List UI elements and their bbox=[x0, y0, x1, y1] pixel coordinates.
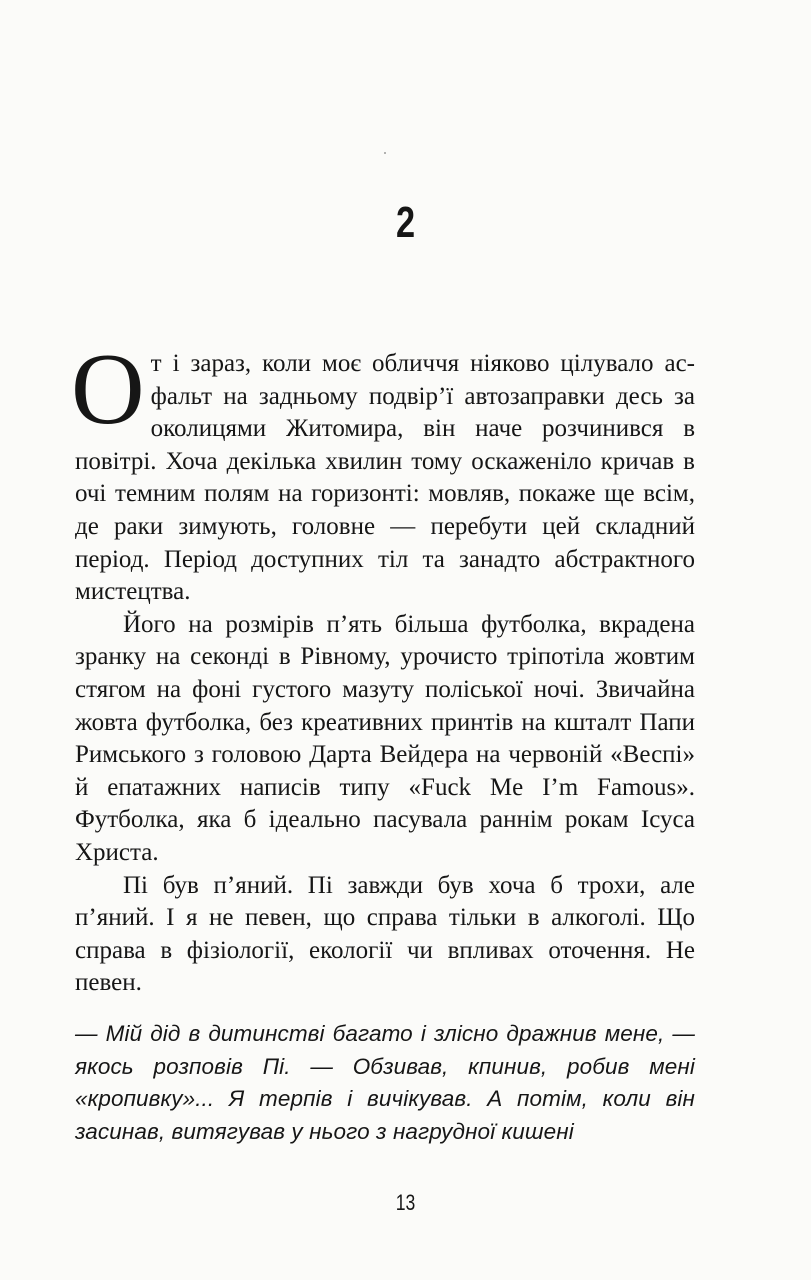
dialogue-paragraph: — Мій дід в дитинстві багато і злісно дражнив мене, — якось розповів Пі. — Обзивав, кпинив, робив мені «кропивку»... Я терпів і вичікував. А потім, коли він засинав, витягував у нього з нагрудної кишені bbox=[75, 1021, 695, 1144]
chapter-body bbox=[71, 333, 695, 1000]
paragraph-drunk: Пі був п’яний. Пі завжди був хоча б трохи, але п’яний. І я не певен, що справа тільки в алкоголі. Що справа в фізіології, екології чи впливах оточення. Не певен. bbox=[75, 871, 695, 997]
page-number: 13 bbox=[395, 1190, 416, 1215]
paragraph-opening bbox=[71, 333, 695, 609]
paragraph-tshirt: Його на розмірів п’ять більша футболка, вкрадена зранку на секонді в Рівному, урочисто тріпотіла жовтим стягом на фоні густого мазуту поліської ночі. Звичайна жовта футболка, без креативних принтів на кшталт Папи Римського з головою Дарта Вейдера на червоній «Веспі» й епатажних написів типу «Fuck Me I’m Famous». Футболка, яка б ідеально пасувала раннім рокам Ісуса Христа. bbox=[75, 610, 695, 866]
paragraph-opening-text: т і зараз, коли моє обличчя ніяково цілувало асфальт на задньому подвір’ї автозаправки десь за околицями Житомира, він наче розчинився в повітрі. Хоча декілька хвилин тому оскаженіло кричав в очі темним полям на горизонті: мовляв, покаже ще всім, де раки зимують, головне — перебути цей складний період. Період доступних тіл та занадто абстрактного мистецтва. bbox=[75, 350, 695, 606]
dialogue-block bbox=[75, 1018, 695, 1148]
drop-cap-letter: О bbox=[71, 333, 145, 446]
chapter-number: 2 bbox=[395, 198, 416, 247]
page-speck bbox=[384, 152, 386, 154]
